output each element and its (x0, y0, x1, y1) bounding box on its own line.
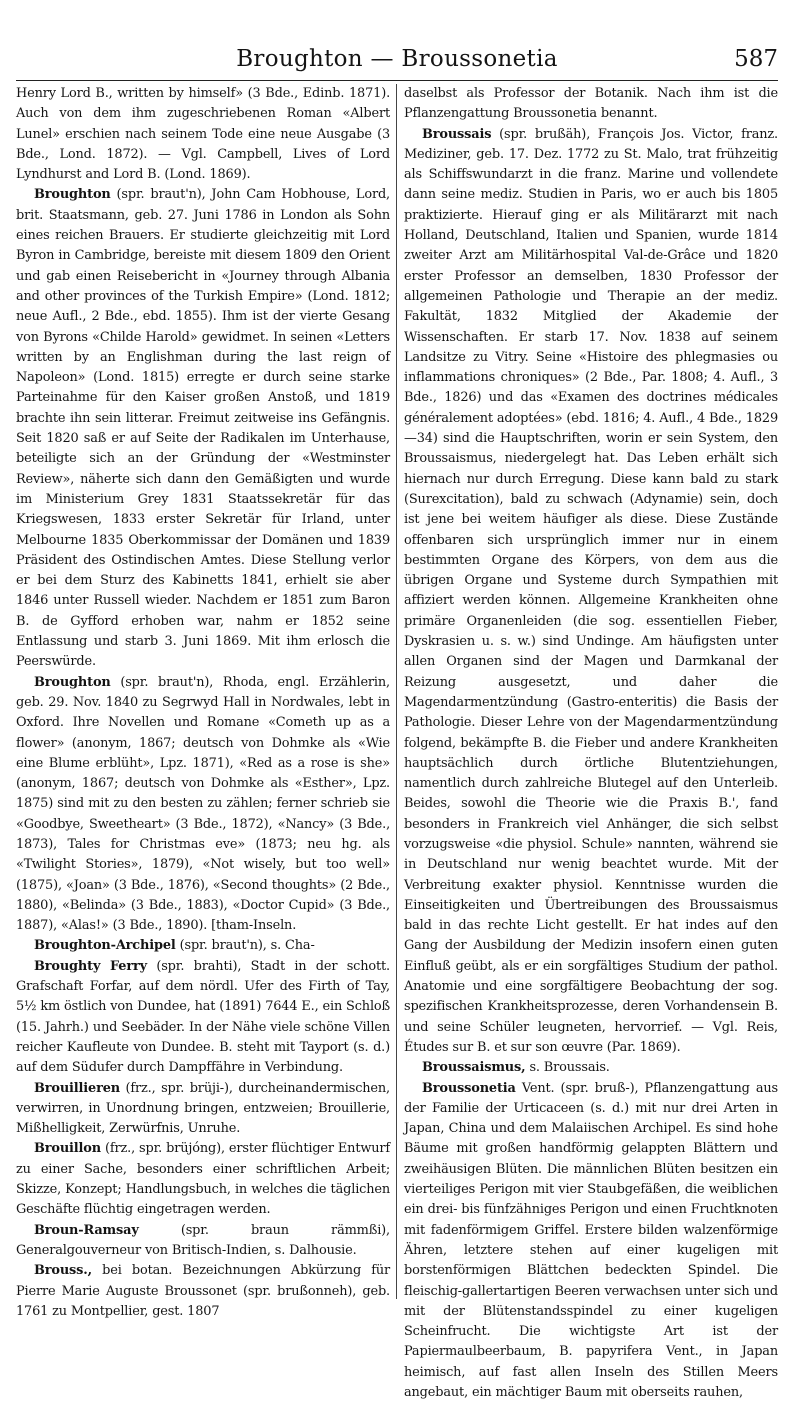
entry-text: s. Broussais. (529, 1060, 610, 1076)
entry-headword: Brouillieren (34, 1080, 121, 1096)
entry-text: (spr. brußäh), François Jos. Victor, franz. Mediziner, geb. 17. Dez. 1772 zu St. Malo, trat frühzeitig als Schiffswundarzt in die franz. Marine und vollendete dann seine mediz. Studien in Paris, wo er auch bis 1805 praktizierte. Hierauf ging er als Militärarzt mit nach Holland, Deutschland, Italien und Spanien, wurde 1814 zweiter Arzt am Militärhospital Val-de-Grâce und 1820 erster Professor an demselben, 1830 Professor der allgemeinen Pathologie und Therapie an der mediz. Fakultät, 1832 Mitglied der Akademie der Wissenschaften. Er starb 17. Nov. 1838 auf seinem Landsitze zu Vitry. Seine «Histoire des phlegmasies ou inflammations chroniques» (2 Bde., Par. 1808; 4. Aufl., 3 Bde., 1826) und das «Examen des doctrines médicales généralement adoptées» (ebd. 1816; 4. Aufl., 4 Bde., 1829—34) sind die Hauptschriften, worin er sein System, den Broussaismus, niedergelegt hat. Das Leben erhält sich hiernach nur durch Erregung. Diese kann bald zu stark (Surexcitation), bald zu schwach (Adynamie) sein, doch ist jene bei weitem häufiger als diese. Diese Zustände offenbaren sich ursprünglich immer nur in einem bestimmten Organe des Körpers, von dem aus die übrigen Organe und Systeme durch Sympathien mit affiziert werden können. Allgemeine Krankheiten ohne primäre Organenleiden (die sog. essentiellen Fieber, Dyskrasien u. s. w.) sind Undinge. Am häufigsten unter allen Organen sind der Magen und Darmkanal der Reizung ausgesetzt, und daher die Magendarmentzündung (Gastro-enteritis) die Basis der Pathologie. Dieser Lehre von der Magendarmentzündung folgend, bekämpfte B. die Fieber und andere Krankheiten hauptsächlich durch örtliche Blutentziehungen, namentlich durch zahlreiche Blutegel auf den Unterleib. Beides, sowohl die Theorie wie die Praxis B.', fand besonders in Frankreich viel Anhänger, die sich selbst vorzugsweise «die physiol. Schule» nannten, während sie in Deutschland nur wenig beachtet wurde. Mit der Verbreitung exakter physiol. Kenntnisse wurden die Einseitigkeiten und Übertreibungen des Broussaismus bald in das rechte Licht gestellt. Er hat indes auf den Gang der Ausbildung der Medizin insofern einen guten Einfluß geübt, als er ein sorgfältiges Studium der pathol. Anatomie und eine sorgfältigere Beobachtung der sog. spezifischen Krankheitsprozesse, deren Vorhandensein B. und seine Schüler leugneten, hervorrief. — Vgl. Reis, Études sur B. et sur son œuvre (Par. 1869). (403, 126, 778, 1055)
entry-headword: Broussonetia (421, 1080, 516, 1096)
page-number: 587 (734, 46, 778, 72)
entry-headword: Broughton (34, 187, 111, 203)
dictionary-entry (16, 936, 390, 956)
left-column (16, 84, 391, 1319)
dictionary-entry (16, 185, 390, 672)
entry-headword: Brouss., (34, 1263, 92, 1279)
entry-headword: Broughton-Archipel (34, 938, 176, 954)
dictionary-entry (16, 957, 390, 1079)
entry-headword: Broun-Ramsay (34, 1222, 139, 1238)
dictionary-entry (404, 1058, 778, 1078)
text-columns (16, 84, 778, 1400)
dictionary-entry (404, 1079, 778, 1403)
entry-text: (spr. brahti), Stadt in der schott. Grafschaft Forfar, auf dem nördl. Ufer des Firth of Tay, 5½ km östlich von Dundee, hat (1891) 7644 E., ein Schloß (15. Jahrh.) und Seebäder. In der Nähe viele schöne Villen reicher Kaufleute von Dundee. B. steht mit Tayport (s. d.) auf dem Südufer durch Dampffähre in Verbindung. (16, 958, 391, 1076)
entry-text: daselbst als Professor der Botanik. Nach ihm ist die Pflanzengattung Broussonetia benannt. (403, 86, 778, 122)
dictionary-entry (16, 673, 390, 937)
page-header (16, 44, 778, 81)
dictionary-entry (16, 1221, 390, 1262)
entry-headword: Broussaismus, (421, 1060, 526, 1076)
column-divider (396, 84, 397, 1299)
dictionary-entry (404, 84, 778, 125)
dictionary-entry (16, 84, 390, 185)
entry-text: (spr. braun rämmßi), Generalgouverneur von Britisch-Indien, s. Dalhousie. (16, 1222, 391, 1258)
entry-text: bei botan. Bezeichnungen Abkürzung für Pierre Marie Auguste Broussonet (spr. brußonneh), geb. 1761 zu Montpellier, gest. 1807 (16, 1263, 391, 1319)
right-column (403, 84, 778, 1400)
entry-text: Vent. (spr. bruß-), Pflanzengattung aus der Familie der Urticaceen (s. d.) mit nur drei Arten in Japan, China und dem Malaiischen Archipel. Es sind hohe Bäume mit großen handförmig gelappten Blättern und zweihäusigen Blüten. Die männlichen Blüten besitzen ein vierteiliges Perigon mit vier Staubgefäßen, die weiblichen ein drei- bis fünfzähniges Perigon und einen Fruchtknoten mit fadenförmigem Griffel. Erstere bilden walzenförmige Ähren, letztere stehen auf einer kugeligen mit borstenförmigen Blättchen bedeckten Spindel. Die fleischig-gallertartigen Beeren verwachsen unter sich und mit der Blütenstandsspindel zu einer kugeligen Scheinfrucht. Die wichtigste Art ist der Papiermaulbeerbaum, B. papyrifera Vent., in Japan heimisch, auf fast allen Inseln des Stillen Meers angebaut, ein mächtiger Baum mit oberseits rauhen, (403, 1080, 778, 1400)
entry-headword: Broughty Ferry (34, 958, 147, 974)
entry-text: Henry Lord B., written by himself» (3 Bde., Edinb. 1871). Auch von dem ihm zugeschriebenen Roman «Albert Lunel» erschien nach seinem Tode eine neue Ausgabe (3 Bde., Lond. 1872). — Vgl. Campbell, Lives of Lord Lyndhurst and Lord B. (Lond. 1869). (16, 86, 391, 183)
entry-text: (frz., spr. brüjóng), erster flüchtiger Entwurf zu einer Sache, besonders einer schriftlichen Arbeit; Skizze, Konzept; Handlungsbuch, in welches die täglichen Geschäfte flüchtig eingetragen werden. (16, 1141, 391, 1218)
dictionary-entry (16, 1079, 390, 1140)
entry-text: (spr. braut'n), Rhoda, engl. Erzählerin, geb. 29. Nov. 1840 zu Segrwyd Hall in Nordwales, lebt in Oxford. Ihre Novellen und Romane «Cometh up as a flower» (anonym, 1867; deutsch von Dohmke als «Wie eine Blume erblüht», Lpz. 1871), «Red as a rose is she» (anonym, 1867; deutsch von Dohmke als «Esther», Lpz. 1875) sind mit zu den besten zu zählen; ferner schrieb sie «Goodbye, Sweetheart» (3 Bde., 1872), «Nancy» (3 Bde., 1873), Tales for Christmas eve» (1873; neu hg. als «Twilight Stories», 1879), «Not wisely, but too well» (1875), «Joan» (3 Bde., 1876), «Second thoughts» (2 Bde., 1880), «Belinda» (3 Bde., 1883), «Doctor Cupid» (3 Bde., 1887), «Alas!» (3 Bde., 1890). [tham-Inseln. (16, 674, 391, 934)
dictionary-entry (16, 1139, 390, 1220)
entry-headword: Broussais (421, 126, 492, 142)
dictionary-entry (404, 125, 778, 1059)
running-title: Broughton — Broussonetia (236, 46, 558, 72)
entry-headword: Broughton (34, 674, 111, 690)
entry-headword: Brouillon (34, 1141, 101, 1157)
entry-text: (spr. braut'n), John Cam Hobhouse, Lord, brit. Staatsmann, geb. 27. Juni 1786 in London als Sohn eines reichen Brauers. Er studierte gleichzeitig mit Lord Byron in Cambridge, bereiste mit diesem 1809 den Orient und gab einen Reisebericht in «Journey through Albania and other provinces of the Turkish Empire» (Lond. 1812; neue Aufl., 2 Bde., ebd. 1855). Ihm ist der vierte Gesang von Byrons «Childe Harold» gewidmet. In seinen «Letters written by an Englishman during the last reign of Napoleon» (Lond. 1815) erregte er durch seine starke Parteinahme für den Kaiser großen Anstoß, und 1819 brachte ihn sein litterar. Freimut zeitweise ins Gefängnis. Seit 1820 saß er auf Seite der Radikalen im Unterhause, beteiligte sich an der Gründung der «Westminster Review», näherte sich dann den Gemäßigten und wurde im Ministerium Grey 1831 Staatssekretär für das Kriegswesen, 1833 erster Sekretär für Irland, unter Melbourne 1835 Oberkommissar der Domänen und 1839 Präsident des Ostindischen Amtes. Diese Stellung verlor er bei dem Sturz des Kabinetts 1841, erhielt sie aber 1846 unter Russell wieder. Nachdem er 1851 zum Baron B. de Gyfford erhoben war, nahm er 1852 seine Entlassung und starb 3. Juni 1869. Mit ihm erlosch die Peerswürde. (16, 187, 391, 670)
dictionary-entry (16, 1261, 390, 1322)
entry-text: (frz., spr. brüji-), durcheinandermischen, verwirren, in Unordnung bringen, entzweien; Brouillerie, Mißhelligkeit, Zerwürfnis, Unruhe. (16, 1080, 391, 1137)
entry-text: (spr. braut'n), s. Cha- (179, 938, 315, 954)
